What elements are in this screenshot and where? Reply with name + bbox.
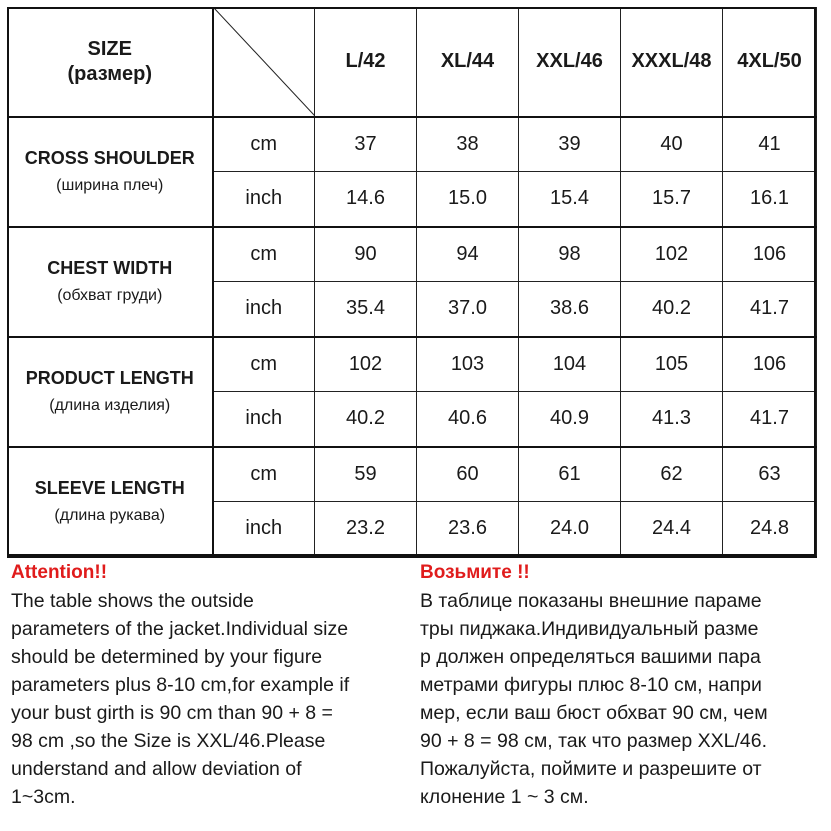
value-cell: 94: [417, 227, 519, 282]
size-chart: [7, 7, 816, 556]
size-header-cell: [8, 8, 213, 117]
diagonal-line: [214, 8, 315, 116]
value-cell: 59: [315, 447, 417, 502]
value-cell: 24.4: [621, 502, 723, 557]
size-label: SIZE: [87, 37, 132, 60]
value-cell: 24.8: [723, 502, 817, 557]
value-cell: 104: [519, 337, 621, 392]
value-cell: 90: [315, 227, 417, 282]
note-russian: [420, 559, 820, 811]
value-cell: 37: [315, 117, 417, 172]
diagonal-cell: [213, 8, 315, 117]
measurement-label-ru: (ширина плеч): [56, 176, 164, 194]
value-cell: 60: [417, 447, 519, 502]
unit-cell: cm: [213, 447, 315, 502]
value-cell: 40.6: [417, 392, 519, 447]
size-col-header: XXXL/48: [621, 8, 723, 117]
size-col-header: XXL/46: [519, 8, 621, 117]
value-cell: 106: [723, 337, 817, 392]
value-cell: 15.4: [519, 172, 621, 227]
size-table: [7, 7, 817, 558]
value-cell: 62: [621, 447, 723, 502]
measurement-label-ru: (обхват груди): [57, 286, 163, 304]
value-cell: 39: [519, 117, 621, 172]
note-english: [11, 559, 411, 811]
unit-cell: inch: [213, 502, 315, 557]
measurement-label: CHEST WIDTH: [47, 257, 173, 278]
measurement-row: [8, 117, 817, 172]
header-row: [8, 8, 817, 117]
value-cell: 38: [417, 117, 519, 172]
value-cell: 24.0: [519, 502, 621, 557]
value-cell: 40: [621, 117, 723, 172]
measurement-row: [8, 227, 817, 282]
unit-cell: cm: [213, 117, 315, 172]
measurement-label-ru: (длина изделия): [49, 396, 171, 414]
value-cell: 41.7: [723, 392, 817, 447]
value-cell: 61: [519, 447, 621, 502]
value-cell: 35.4: [315, 282, 417, 337]
attention-title-en: Attention!!: [11, 562, 108, 583]
value-cell: 40.2: [315, 392, 417, 447]
measurement-label: PRODUCT LENGTH: [25, 367, 194, 388]
value-cell: 103: [417, 337, 519, 392]
unit-cell: inch: [213, 392, 315, 447]
size-label-ru: (размер): [67, 62, 152, 85]
measurement-label-cell: [8, 117, 213, 227]
size-col-header: XL/44: [417, 8, 519, 117]
value-cell: 15.7: [621, 172, 723, 227]
value-cell: 41.7: [723, 282, 817, 337]
value-cell: 16.1: [723, 172, 817, 227]
measurement-label-ru: (длина рукава): [54, 506, 166, 524]
value-cell: 38.6: [519, 282, 621, 337]
value-cell: 37.0: [417, 282, 519, 337]
measurement-label-cell: [8, 337, 213, 447]
attention-title-ru: Возьмите !!: [420, 562, 530, 583]
value-cell: 40.9: [519, 392, 621, 447]
unit-cell: cm: [213, 337, 315, 392]
attention-body-ru: В таблице показаны внешние параме тры пиджака.Индивидуальный разме р должен определяться вашими пара метрами фигуры плюс 8-10 см, напри мер, если ваш бюст обхват 90 см, чем 90 + 8 = 98 см, так что размер XXL/46. Пожалуйста, поймите и разрешите от клонение 1 ~ 3 см.: [420, 590, 768, 808]
size-col-header: 4XL/50: [723, 8, 817, 117]
size-col-header: L/42: [315, 8, 417, 117]
measurement-label-cell: [8, 227, 213, 337]
measurement-row: [8, 337, 817, 392]
measurement-label: SLEEVE LENGTH: [34, 477, 185, 498]
attention-body-en: The table shows the outside parameters of the jacket.Individual size should be determined by your figure parameters plus 8-10 cm,for example if your bust girth is 90 cm than 90 + 8 = 98 cm ,so the Size is XXL/46.Please understand and allow deviation of 1~3cm.: [11, 590, 350, 808]
value-cell: 15.0: [417, 172, 519, 227]
value-cell: 102: [621, 227, 723, 282]
value-cell: 106: [723, 227, 817, 282]
measurement-label: CROSS SHOULDER: [24, 147, 195, 168]
value-cell: 23.6: [417, 502, 519, 557]
value-cell: 98: [519, 227, 621, 282]
value-cell: 102: [315, 337, 417, 392]
value-cell: 63: [723, 447, 817, 502]
value-cell: 23.2: [315, 502, 417, 557]
value-cell: 41.3: [621, 392, 723, 447]
value-cell: 105: [621, 337, 723, 392]
value-cell: 14.6: [315, 172, 417, 227]
value-cell: 41: [723, 117, 817, 172]
unit-cell: inch: [213, 172, 315, 227]
value-cell: 40.2: [621, 282, 723, 337]
measurement-label-cell: [8, 447, 213, 557]
unit-cell: inch: [213, 282, 315, 337]
unit-cell: cm: [213, 227, 315, 282]
measurement-row: [8, 447, 817, 502]
